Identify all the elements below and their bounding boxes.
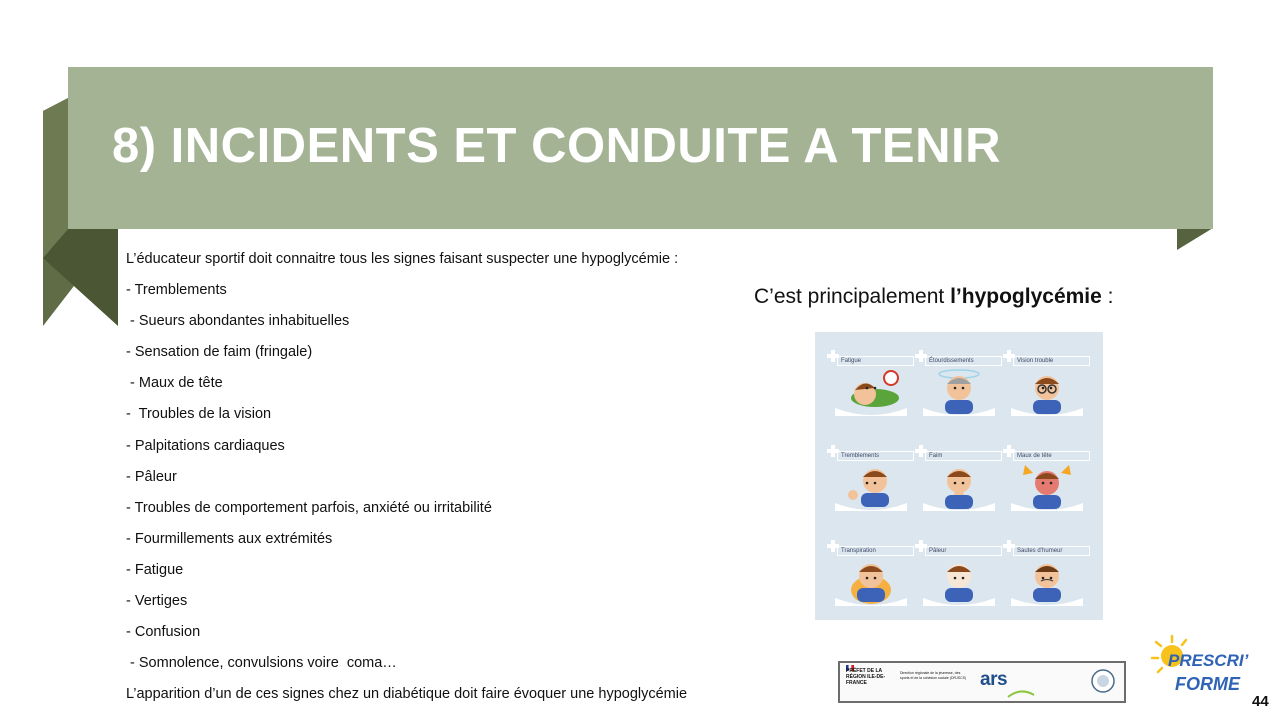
prefet-logo-text: PRÉFET DE LA RÉGION ILE-DE-FRANCE	[846, 668, 886, 686]
symptom-label: Fatigue	[837, 356, 914, 366]
prescri-logo-line2: FORME	[1175, 674, 1240, 694]
text-line: - Sensation de faim (fringale)	[126, 344, 313, 361]
tired-boy-icon	[841, 364, 901, 416]
text-line: - Sueurs abondantes inhabituelles	[126, 313, 350, 330]
shaking-boy-icon	[841, 459, 901, 511]
text-line: L’apparition d’un de ces signes chez un diabétique doit faire évoquer une hypoglycémie	[126, 686, 688, 703]
symptom-label: Tremblements	[837, 451, 914, 461]
symptom-cell	[915, 522, 1003, 610]
sweating-boy-icon	[841, 554, 901, 606]
symptom-cell	[1003, 427, 1091, 515]
hungry-boy-icon	[929, 459, 989, 511]
text-line: - Fourmillements aux extrémités	[126, 530, 333, 547]
symptom-cell	[915, 332, 1003, 420]
subtitle	[754, 285, 1113, 309]
dizzy-boy-icon	[929, 364, 989, 416]
text-line: - Vertiges	[126, 593, 188, 610]
pale-boy-icon	[929, 554, 989, 606]
prescri-forme-logo	[1150, 628, 1249, 708]
text-line: - Troubles de comportement parfois, anxiété ou irritabilité	[126, 499, 492, 516]
blurred-vision-boy-icon	[1017, 364, 1077, 416]
text-line: L’éducateur sportif doit connaitre tous les signes faisant suspecter une hypoglycémie :	[126, 251, 679, 267]
headache-boy-icon	[1017, 459, 1077, 511]
text-line: - Pâleur	[126, 468, 177, 485]
symptom-cell	[915, 427, 1003, 515]
text-line: - Tremblements	[126, 282, 227, 299]
symptom-label: Sautes d’humeur	[1013, 546, 1090, 556]
text-line: - Fatigue	[126, 561, 184, 578]
partner-logos	[838, 661, 1126, 703]
drjscs-logo-text: Direction régionale de la jeunesse, des sports et de la cohésion sociale (DRJSCS)	[900, 671, 967, 680]
subtitle-suffix: :	[1101, 285, 1114, 308]
prescri-logo-line1: PRESCRI’	[1168, 651, 1249, 670]
text-line: - Palpitations cardiaques	[126, 437, 285, 454]
hypoglycemia-signs-text	[126, 248, 746, 714]
symptom-cell	[827, 427, 915, 515]
symptom-cell	[1003, 522, 1091, 610]
ars-swoosh-icon	[1006, 689, 1036, 699]
symptom-cell	[1003, 332, 1091, 420]
subtitle-bold: l’hypoglycémie	[950, 285, 1102, 308]
symptom-label: Pâleur	[925, 546, 1002, 556]
symptom-label: Transpiration	[837, 546, 914, 556]
subtitle-prefix: C’est principalement	[754, 285, 951, 308]
page-number: 44	[1252, 693, 1269, 710]
symptom-label: Étourdissements	[925, 356, 1002, 366]
symptom-illustration-grid	[815, 332, 1103, 620]
text-line: - Maux de tête	[126, 375, 223, 392]
moody-boy-icon	[1017, 554, 1077, 606]
symptom-label: Maux de tête	[1013, 451, 1090, 461]
text-line: - Somnolence, convulsions voire coma…	[126, 655, 397, 672]
page-title: 8) INCIDENTS ET CONDUITE A TENIR	[112, 119, 1001, 173]
text-line: - Troubles de la vision	[126, 406, 272, 423]
text-line: - Confusion	[126, 624, 201, 641]
seal-icon	[1090, 668, 1116, 694]
banner-fold-right	[1177, 228, 1213, 250]
symptom-label: Faim	[925, 451, 1002, 461]
symptom-cell	[827, 522, 915, 610]
ars-logo: ars	[980, 669, 1008, 690]
symptom-label: Vision trouble	[1013, 356, 1090, 366]
symptom-cell	[827, 332, 915, 420]
